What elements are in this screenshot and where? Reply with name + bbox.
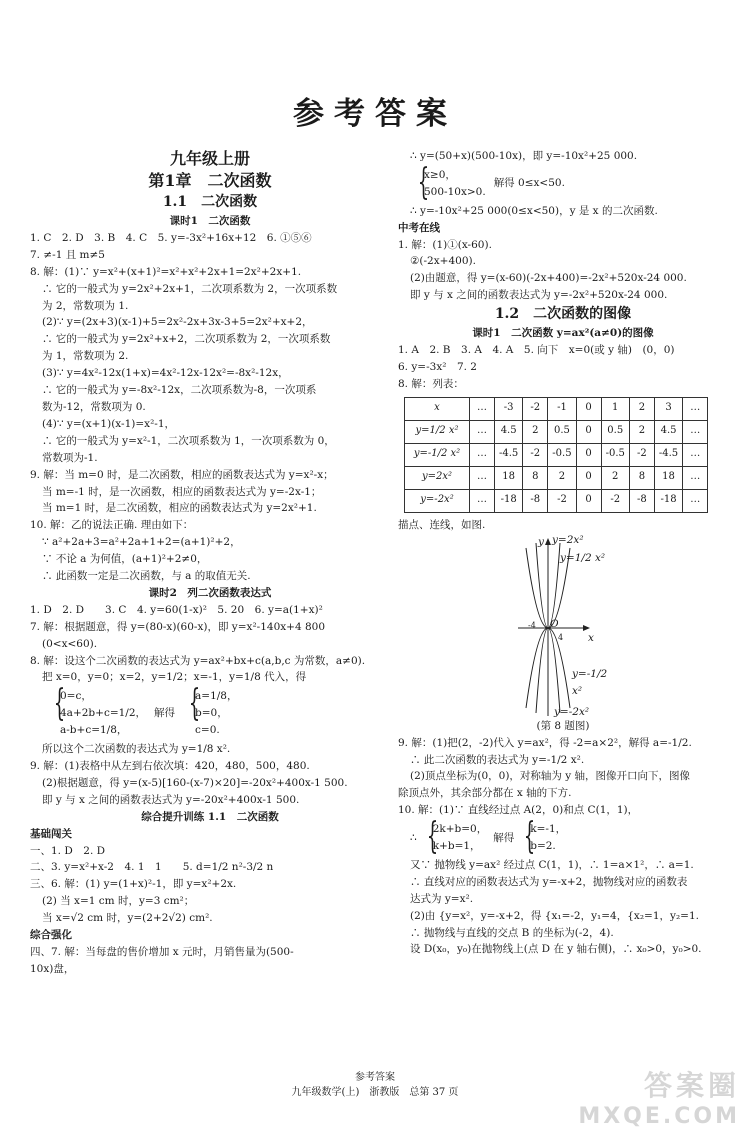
- answer-line: 1. A 2. B 3. A 4. A 5. 向下 x=0(或 y 轴) (0，0): [398, 344, 675, 357]
- table-cell: …: [683, 443, 708, 466]
- footer-title: 参考答案: [355, 1072, 395, 1083]
- answer-line: 10. 解：乙的说法正确. 理由如下：: [30, 519, 194, 532]
- answer-line: 为 2，常数项为 1.: [42, 299, 129, 312]
- table-cell: -2: [548, 489, 576, 512]
- equation: k+b=1，: [432, 840, 481, 853]
- answer-line: 数为-12，常数项为 0.: [42, 400, 146, 413]
- answer-line: ②(-2x+400).: [410, 255, 476, 268]
- table-cell: 1: [601, 397, 629, 420]
- watermark: [578, 1064, 740, 1129]
- table-cell: 4.5: [654, 420, 682, 443]
- answer-line: ∴ 它的一般式为 y=x²-1，二次项系数为 1，一次项系数为 0，: [42, 434, 335, 447]
- answer-line: (2)根据题意，得 y=(x-5)[160-(x-7)×20]=-20x²+400x-1 500.: [42, 776, 348, 789]
- watermark-line: 答案圈: [643, 1069, 740, 1102]
- answer-line: 1. 解：(1)①(x-60).: [398, 238, 492, 251]
- table-cell: 0: [576, 466, 601, 489]
- table-cell: …: [683, 466, 708, 489]
- answer-line: 8. 解：(1)∵ y=x²+(x+1)²=x²+x²+2x+1=2x²+2x+1.: [30, 265, 302, 278]
- chapter-heading: 第1章 二次函数: [148, 171, 272, 190]
- lesson-heading: 课时1 二次函数 y=ax²(a≠0)的图像: [472, 327, 654, 340]
- answer-line: ∴ y=-10x²+25 000(0≤x<50)，y 是 x 的二次函数.: [410, 204, 658, 217]
- answer-line: 二、3. y=x²+x-2 4. 1 1 5. d=1/2 n²-3/2 n: [30, 861, 274, 874]
- answer-line: 设 D(x₀，y₀)在抛物线上(点 D 在 y 轴右侧)，∴ x₀>0，y₀>0.: [410, 943, 702, 956]
- answer-line: (3)∵ y=4x²-12x(1+x)=4x²-12x-12x²=-8x²-12x，: [42, 367, 289, 380]
- answer-line: (0<x<60).: [42, 637, 98, 650]
- answer-line: 四、7. 解：当每盘的售价增加 x 元时，月销售量为(500-: [30, 945, 294, 958]
- answer-line: 1. D 2. D 3. C 4. y=60(1-x)² 5. 20 6. y=a(1+x)²: [30, 603, 323, 616]
- solve-label: 解得: [493, 831, 515, 844]
- answer-line: 常数项为-1.: [42, 451, 98, 464]
- table-cell: 0: [576, 443, 601, 466]
- answer-line: 当 m=-1 时，是一次函数，相应的函数表达式为 y=-2x-1；: [42, 485, 322, 498]
- lesson-heading: 课时1 二次函数: [169, 215, 251, 227]
- answer-line: 9. 解：(1)把(2，-2)代入 y=ax²，得 -2=a×2²，解得 a=-1/2.: [398, 736, 692, 749]
- left-column: [30, 148, 390, 978]
- answer-line: ∴ 它的一般式为 y=2x²+x+2，二次项系数为 2，一次项系数: [42, 333, 331, 346]
- table-cell: x: [405, 397, 470, 420]
- table-cell: 18: [495, 466, 523, 489]
- axis-label: y: [538, 535, 544, 548]
- answer-line: 7. 解：根据题意，得 y=(80-x)(60-x)，即 y=x²-140x+4 800: [30, 620, 326, 633]
- table-cell: 0: [576, 489, 601, 512]
- parabola-figure: [518, 533, 618, 718]
- answer-line: ∵ a²+2a+3=a²+2a+1+2=(a+1)²+2，: [42, 536, 241, 549]
- table-cell: -1: [548, 397, 576, 420]
- answer-line: 当 m=1 时，是二次函数，相应的函数表达式为 y=2x²+1.: [42, 502, 317, 515]
- answer-line: 9. 解：(1)表格中从左到右依次填：420，480，500，480.: [30, 760, 310, 772]
- answer-line: 当 x=√2 cm 时，y=(2+2√2) cm².: [42, 912, 213, 925]
- table-cell: …: [470, 397, 495, 420]
- right-column: [398, 148, 728, 958]
- answer-line: 三、6. 解：(1) y=(1+x)²-1，即 y=x²+2x.: [30, 878, 237, 891]
- table-cell: …: [470, 489, 495, 512]
- curve-label: y=-1/2 x²: [572, 667, 608, 697]
- table-cell: 3: [654, 397, 682, 420]
- section-heading: 1.1 二次函数: [162, 194, 258, 210]
- table-cell: …: [470, 466, 495, 489]
- table-cell: 2: [629, 420, 654, 443]
- table-cell: -2: [523, 443, 548, 466]
- system-solution: [520, 821, 566, 855]
- table-cell: -0.5: [601, 443, 629, 466]
- table-cell: -18: [495, 489, 523, 512]
- curve-label: y=-2x²: [554, 705, 590, 718]
- tick-label: 4: [558, 632, 564, 642]
- watermark-line: MXQE.COM: [578, 1104, 740, 1129]
- footer-info: 九年级数学(上) 浙教版 总第 37 页: [291, 1087, 459, 1098]
- table-cell: -4.5: [654, 443, 682, 466]
- table-cell: y=1/2 x²: [405, 420, 470, 443]
- answer-line: 9. 解：当 m=0 时，是二次函数，相应的函数表达式为 y=x²-x；: [30, 468, 334, 481]
- table-cell: 2: [629, 397, 654, 420]
- table-cell: 4.5: [495, 420, 523, 443]
- equation: c=0.: [195, 724, 220, 737]
- answer-line: 又∵ 抛物线 y=ax² 经过点 C(1，1)，∴ 1=a×1²，∴ a=1.: [410, 858, 694, 871]
- table-cell: …: [470, 420, 495, 443]
- system-left: [414, 167, 486, 201]
- answer-line: ∴ 抛物线与直线的交点 B 的坐标为(-2，4).: [410, 926, 614, 939]
- equation: { x≥0，: [424, 168, 456, 181]
- table-cell: y=-2x²: [405, 489, 470, 512]
- answer-line: 8. 解：列表：: [398, 377, 464, 390]
- answer-line: 即 y 与 x 之间的函数表达式为 y=-2x²+520x-24 000.: [410, 289, 668, 302]
- table-cell: 8: [523, 466, 548, 489]
- table-cell: -4.5: [495, 443, 523, 466]
- system-left: [423, 821, 488, 855]
- table-cell: 0: [576, 397, 601, 420]
- table-cell: 8: [629, 466, 654, 489]
- table-cell: …: [683, 420, 708, 443]
- equation: { k=-1，: [530, 823, 567, 836]
- answer-line: ∵ 不论 a 为何值，(a+1)²+2≠0，: [42, 553, 208, 566]
- table-row: [405, 397, 708, 420]
- table-cell: 2: [548, 466, 576, 489]
- table-cell: -8: [523, 489, 548, 512]
- lesson-heading: 综合提升训练 1.1 二次函数: [141, 810, 279, 823]
- answer-line: ∴ 它的一般式为 y=-8x²-12x，二次项系数为-8，一次项系: [42, 384, 317, 397]
- solve-label: 解得 0≤x<50.: [493, 177, 565, 190]
- table-cell: …: [683, 489, 708, 512]
- table-row: [405, 443, 708, 466]
- curve-label: y=2x²: [552, 533, 584, 546]
- table-row: [405, 489, 708, 512]
- subheading: 中考在线: [398, 221, 440, 234]
- solve-label: 解得: [154, 707, 176, 720]
- table-cell: y=-1/2 x²: [405, 443, 470, 466]
- answer-line: ∴ 此函数一定是二次函数，与 a 的取值无关.: [42, 570, 251, 583]
- table-cell: -8: [629, 489, 654, 512]
- answer-line: 所以这个二次函数的表达式为 y=1/8 x².: [42, 743, 231, 756]
- answer-line: 达式为 y=x².: [410, 892, 474, 905]
- answer-line: (2)顶点坐标为(0，0)，对称轴为 y 轴，图像开口向下，图像: [410, 770, 691, 783]
- answer-line: (2) 当 x=1 cm 时，y=3 cm²；: [42, 895, 195, 908]
- equation-system: [30, 686, 390, 741]
- answer-line: 8. 解：设这个二次函数的表达式为 y=ax²+bx+c(a,b,c 为常数，a≠0).: [30, 654, 366, 667]
- table-cell: 0: [576, 420, 601, 443]
- subheading: 综合强化: [30, 929, 72, 942]
- value-table: [404, 397, 708, 513]
- table-cell: -3: [495, 397, 523, 420]
- grade-heading: 九年级上册: [169, 149, 250, 168]
- answer-line: 即 y 与 x 之间的函数表达式为 y=-20x²+400x-1 500.: [42, 793, 300, 806]
- table-cell: 0.5: [548, 420, 576, 443]
- table-cell: 2: [523, 420, 548, 443]
- equation: 4a+2b+c=1/2，: [60, 707, 147, 720]
- table-cell: -18: [654, 489, 682, 512]
- section-heading: 1.2 二次函数的图像: [494, 306, 632, 323]
- table-row: [405, 420, 708, 443]
- answer-line: ∴ 直线对应的函数表达式为 y=-x+2，抛物线对应的函数表: [410, 875, 688, 888]
- system-left: [50, 688, 146, 739]
- equation: { a=1/8，: [195, 690, 238, 703]
- table-cell: …: [470, 443, 495, 466]
- equation: 500-10x>0.: [424, 185, 486, 198]
- tick-label: -4: [528, 620, 536, 630]
- answer-line: 为 1，常数项为 2.: [42, 350, 129, 363]
- table-cell: 18: [654, 466, 682, 489]
- page-title: 参考答案: [293, 96, 457, 132]
- table-cell: -0.5: [548, 443, 576, 466]
- inequality-system: [398, 165, 728, 203]
- equation: b=2.: [530, 840, 556, 853]
- table-cell: -2: [523, 397, 548, 420]
- table-cell: -2: [601, 489, 629, 512]
- subheading: 基础闯关: [30, 827, 72, 840]
- equation-system: ∴ { 2k+b=0， k+b=1， 解得 { k=-1， b=2.: [398, 819, 728, 857]
- answer-line: 1. C 2. D 3. B 4. C 5. y=-3x²+16x+12 6. ①⑤⑥: [30, 231, 312, 244]
- table-cell: 2: [601, 466, 629, 489]
- table-cell: y=2x²: [405, 466, 470, 489]
- answer-line: 7. ≠-1 且 m≠5: [30, 248, 105, 261]
- y-axis-arrow-icon: [545, 538, 551, 545]
- answer-line: ∴ 此二次函数的表达式为 y=-1/2 x².: [410, 753, 585, 766]
- answer-line: ∴ y=(50+x)(500-10x)，即 y=-10x²+25 000.: [410, 150, 638, 162]
- lesson-heading: 课时2 列二次函数表达式: [148, 586, 272, 599]
- equation: b=0，: [195, 707, 228, 720]
- table-cell: …: [683, 397, 708, 420]
- answer-line: 10x)盘，: [30, 962, 75, 975]
- answer-line: (2)∵ y=(2x+3)(x-1)+5=2x²-2x+3x-3+5=2x²+x+2，: [42, 316, 313, 329]
- answer-line: 10. 解：(1)∵ 直线经过点 A(2，0)和点 C(1，1)，: [398, 804, 639, 817]
- answer-line: 描点、连线，如图.: [398, 518, 486, 531]
- axis-label: x: [588, 631, 594, 644]
- equation: { 2k+b=0，: [432, 823, 488, 836]
- table-cell: -2: [629, 443, 654, 466]
- answer-line: (2)由 {y=x²，y=-x+2，得 {x₁=-2，y₁=4，{x₂=1，y₂=1.: [410, 909, 699, 922]
- answer-line: ∴ 它的一般式为 y=2x²+2x+1，二次项系数为 2，一次项系数: [42, 282, 338, 295]
- answer-line: (4)∵ y=(x+1)(x-1)=x²-1，: [42, 417, 176, 430]
- answer-line: 一、1. D 2. D: [30, 844, 106, 857]
- answer-line: (2)由题意，得 y=(x-60)(-2x+400)=-2x²+520x-24 000.: [410, 272, 687, 285]
- table-cell: 0.5: [601, 420, 629, 443]
- curve-label: y=1/2 x²: [560, 551, 606, 564]
- system-solution: [185, 688, 237, 739]
- table-row: [405, 466, 708, 489]
- equation: a-b+c=1/8，: [60, 724, 128, 737]
- figure-caption: (第 8 题图): [536, 719, 590, 732]
- answer-line: 6. y=-3x² 7. 2: [398, 360, 477, 373]
- answer-line: 除顶点外，其余部分都在 x 轴的下方.: [398, 787, 572, 800]
- origin-label: O: [550, 617, 559, 630]
- equation: { 0=c，: [60, 690, 92, 703]
- answer-line: 把 x=0，y=0；x=2，y=1/2；x=-1，y=1/8 代入，得: [42, 671, 307, 684]
